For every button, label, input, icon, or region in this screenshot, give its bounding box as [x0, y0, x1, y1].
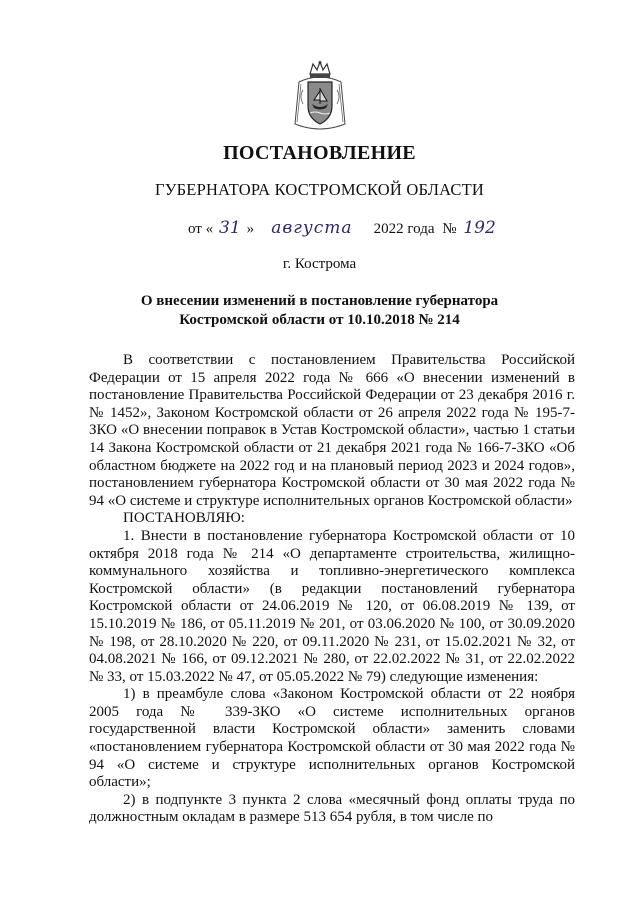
- issuer-title: ГУБЕРНАТОРА КОСТРОМСКОЙ ОБЛАСТИ: [155, 180, 484, 199]
- date-prefix: от «: [188, 221, 214, 237]
- date-quote-close: »: [246, 221, 255, 237]
- subitem-2-paragraph: 2) в подпункте 3 пункта 2 слова «месячный фонд оплаты труда по должностным окладам в размере 513 654 рубля, в том числе по: [89, 791, 575, 826]
- document-type-title: ПОСТАНОВЛЕНИЕ: [223, 142, 416, 164]
- decree-word: ПОСТАНОВЛЯЮ:: [123, 510, 245, 527]
- city-name: г. Кострома: [282, 256, 357, 272]
- document-body: [89, 352, 575, 827]
- kostroma-coat-of-arms-icon: [293, 60, 347, 132]
- date-year: 2022 года: [373, 221, 435, 237]
- document-subject: [0, 292, 639, 330]
- preamble-paragraph: В соответствии с постановлением Правительства Российской Федерации от 15 апреля 2022 года № 666 «О внесении изменений в постановление Правительства Российской Федерации от 23 декабря 2016 г. № 1452», Законом Костромской области от 26 апреля 2022 года № 195-7-ЗКО «О внесении поправок в Устав Костромской области», частью 1 статьи 14 Закона Костромской области от 21 декабря 2021 года № 166-7-ЗКО «Об областном бюджете на 2022 год и на плановый период 2023 и 2024 годов», постановлением губернатора Костромской области от 30 мая 2022 года № 94 «О системе и структуре исполнительных органов Костромской области»: [89, 352, 575, 509]
- subject-line-2: Костромской области от 10.10.2018 № 214: [179, 312, 460, 328]
- subject-line-1: О внесении изменений в постановление губернатора: [140, 293, 499, 309]
- number-prefix: №: [442, 221, 457, 237]
- date-number-line: [188, 218, 496, 238]
- document-number: 192: [463, 218, 496, 238]
- item-1-paragraph: 1. Внести в постановление губернатора Костромской области от 10 октября 2018 года № 214 «О департаменте строительства, жилищно-коммунального хозяйства и топливно-энергетического комплекса Костромской области» (в редакции постановлений губернатора Костромской области от 24.06.2019 № 120, от 06.08.2019 № 139, от 15.10.2019 № 186, от 05.11.2019 № 201, от 03.06.2020 № 100, от 30.09.2020 № 198, от 28.10.2020 № 220, от 09.11.2020 № 231, от 15.02.2021 № 32, от 04.08.2021 № 166, от 09.12.2021 № 280, от 22.02.2022 № 31, от 22.02.2022 № 33, от 15.03.2022 № 47, от 05.05.2022 № 79) следующие изменения:: [89, 527, 575, 685]
- date-day: 31: [219, 218, 241, 238]
- subitem-1-paragraph: 1) в преамбуле слова «Законом Костромской области от 22 ноября 2005 года № 339-ЗКО «О системе исполнительных органов государственной власти Костромской области» заменить словами «постановлением губернатора Костромской области от 30 мая 2022 года № 94 «О системе и структуре исполнительных органов Костромской области»;: [89, 686, 575, 791]
- date-month: августа: [271, 218, 353, 238]
